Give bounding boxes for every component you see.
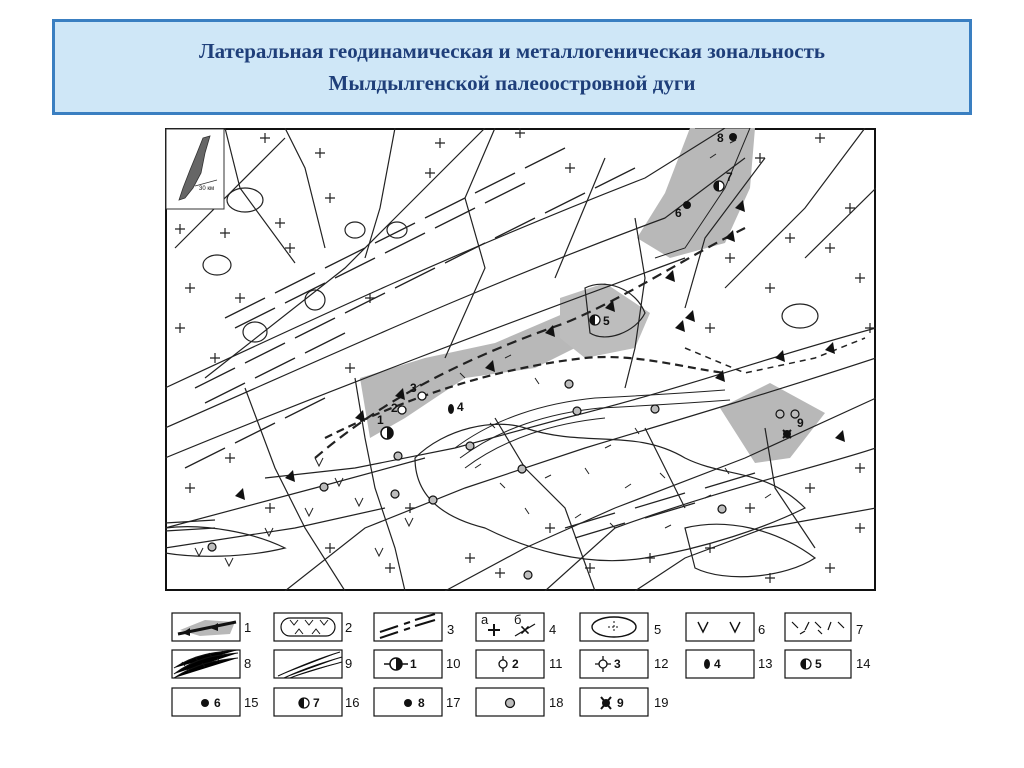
legend-item-3 bbox=[374, 613, 454, 641]
legend-item-2 bbox=[274, 613, 352, 641]
inset-location-map bbox=[166, 129, 224, 209]
legend-item-16 bbox=[274, 688, 359, 716]
svg-text:10: 10 bbox=[446, 656, 461, 671]
title-banner bbox=[52, 19, 972, 115]
svg-text:1: 1 bbox=[377, 413, 384, 427]
svg-text:б: б bbox=[514, 612, 522, 627]
svg-text:6: 6 bbox=[675, 206, 682, 220]
title-line-1: Латеральная геодинамическая и металлогеническая зональность bbox=[198, 39, 826, 63]
map-legend bbox=[0, 600, 1024, 730]
legend-item-18 bbox=[476, 688, 563, 716]
svg-text:8: 8 bbox=[418, 696, 425, 710]
legend-item-10 bbox=[374, 650, 460, 678]
legend-item-7 bbox=[785, 613, 863, 641]
svg-text:2: 2 bbox=[391, 401, 398, 415]
svg-text:8: 8 bbox=[717, 131, 724, 145]
svg-text:18: 18 bbox=[549, 695, 564, 710]
svg-text:1: 1 bbox=[410, 657, 417, 671]
svg-text:7: 7 bbox=[313, 696, 320, 710]
svg-text:17: 17 bbox=[446, 695, 461, 710]
svg-text:11: 11 bbox=[549, 656, 563, 671]
svg-text:3: 3 bbox=[614, 657, 621, 671]
svg-text:9: 9 bbox=[797, 416, 804, 430]
legend-item-19 bbox=[580, 688, 668, 716]
svg-text:2: 2 bbox=[512, 657, 519, 671]
legend-item-8 bbox=[172, 650, 251, 678]
svg-text:5: 5 bbox=[654, 622, 662, 637]
svg-text:16: 16 bbox=[345, 695, 360, 710]
legend-item-4 bbox=[476, 612, 556, 641]
svg-text:9: 9 bbox=[345, 656, 353, 671]
legend-item-6 bbox=[686, 613, 765, 641]
svg-text:30 км: 30 км bbox=[199, 186, 215, 192]
svg-text:7: 7 bbox=[726, 170, 733, 184]
legend-item-12 bbox=[580, 650, 668, 678]
map-canvas bbox=[165, 128, 876, 591]
legend-item-11 bbox=[476, 650, 563, 678]
svg-text:1: 1 bbox=[244, 620, 252, 635]
svg-text:2: 2 bbox=[345, 620, 353, 635]
legend-item-14 bbox=[785, 650, 870, 678]
svg-text:14: 14 bbox=[856, 656, 871, 671]
svg-text:6: 6 bbox=[758, 622, 766, 637]
legend-item-13 bbox=[686, 650, 772, 678]
legend-item-17 bbox=[374, 688, 460, 716]
legend-item-15 bbox=[172, 688, 258, 716]
svg-text:5: 5 bbox=[603, 314, 610, 328]
svg-text:6: 6 bbox=[214, 696, 221, 710]
legend-item-9 bbox=[274, 650, 352, 678]
svg-text:5: 5 bbox=[815, 657, 822, 671]
svg-text:4: 4 bbox=[714, 657, 721, 671]
svg-text:3: 3 bbox=[410, 381, 417, 395]
svg-text:а: а bbox=[481, 612, 489, 627]
title-line-2: Мылдылгенской палеоостровной дуги bbox=[328, 71, 696, 95]
svg-text:4: 4 bbox=[457, 400, 464, 414]
svg-text:12: 12 bbox=[654, 656, 669, 671]
legend-item-5 bbox=[580, 613, 661, 641]
svg-text:13: 13 bbox=[758, 656, 773, 671]
legend-item-1 bbox=[172, 613, 251, 641]
svg-text:4: 4 bbox=[549, 622, 557, 637]
svg-text:7: 7 bbox=[856, 622, 864, 637]
svg-text:3: 3 bbox=[447, 622, 455, 637]
svg-text:19: 19 bbox=[654, 695, 669, 710]
svg-text:9: 9 bbox=[617, 696, 624, 710]
geologic-map bbox=[165, 128, 876, 591]
svg-text:15: 15 bbox=[244, 695, 259, 710]
svg-text:8: 8 bbox=[244, 656, 252, 671]
